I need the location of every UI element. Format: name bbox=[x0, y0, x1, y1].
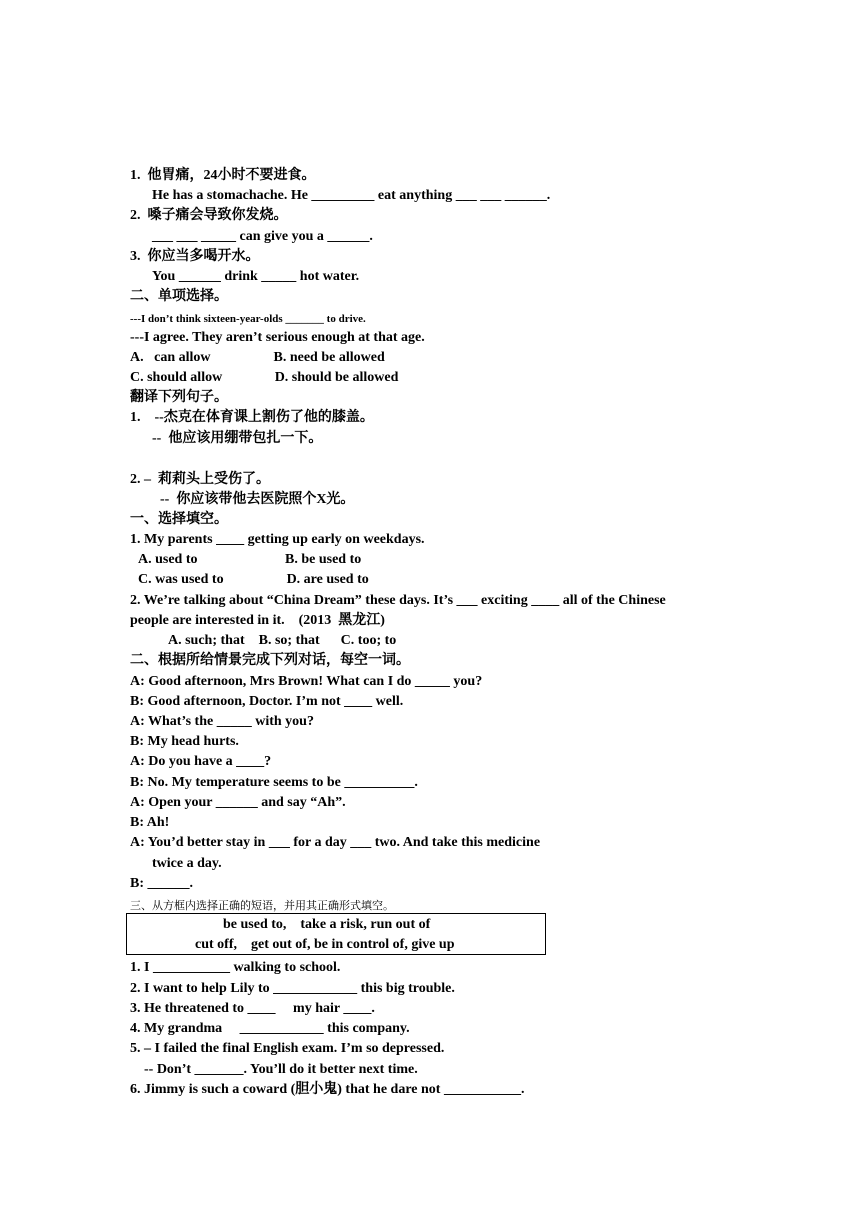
phrase-fill-3: 3. He threatened to ____ my hair ____. bbox=[130, 1001, 375, 1016]
phrase-fill-6: 6. Jimmy is such a coward (胆小鬼) that he dare not ___________. bbox=[130, 1082, 525, 1097]
fill-choice-1-options-cd: C. was used to D. are used to bbox=[138, 572, 369, 587]
phrase-box-row-1: be used to, take a risk, run out of bbox=[223, 917, 431, 932]
section-dialogue-heading: 二、根据所给情景完成下列对话，每空一词。 bbox=[130, 653, 410, 668]
fill-choice-2-options: A. such; that B. so; that C. too; to bbox=[168, 633, 397, 648]
dialogue-line-5: A: Do you have a ____? bbox=[130, 754, 272, 769]
fill-choice-1-options-ab: A. used to B. be used to bbox=[138, 552, 362, 567]
dialogue-line-8: B: Ah! bbox=[130, 815, 170, 830]
translation-1-line-1: 1. --杰克在体育课上割伤了他的膝盖。 bbox=[130, 410, 374, 425]
phrase-box-row-2: cut off, get out of, be in control of, give up bbox=[195, 937, 455, 952]
phrase-fill-1: 1. I ___________ walking to school. bbox=[130, 960, 341, 975]
phrase-box bbox=[126, 913, 546, 955]
question-3-english: You ______ drink _____ hot water. bbox=[152, 269, 360, 284]
dialogue-line-6: B: No. My temperature seems to be __________. bbox=[130, 775, 418, 790]
single-choice-options-cd: C. should allow D. should be allowed bbox=[130, 370, 399, 385]
question-1-chinese: 1. 他胃痛，24小时不要进食。 bbox=[130, 168, 316, 183]
question-2-chinese: 2. 嗓子痛会导致你发烧。 bbox=[130, 208, 288, 223]
section-fill-choice-heading: 一、选择填空。 bbox=[130, 512, 228, 527]
question-3-chinese: 3. 你应当多喝开水。 bbox=[130, 249, 260, 264]
dialogue-line-1: A: Good afternoon, Mrs Brown! What can I do _____ you? bbox=[130, 674, 483, 689]
phrase-fill-5-line-1: 5. – I failed the final English exam. I’m so depressed. bbox=[130, 1041, 445, 1056]
dialogue-line-9: A: You’d better stay in ___ for a day ___ two. And take this medicine bbox=[130, 835, 541, 850]
question-1-english: He has a stomachache. He _________ eat anything ___ ___ ______. bbox=[152, 188, 551, 203]
section-phrase-fill-heading: 三、从方框内选择正确的短语，并用其正确形式填空。 bbox=[130, 900, 394, 912]
phrase-fill-5-line-2: -- Don’t _______. You’ll do it better next time. bbox=[144, 1062, 418, 1077]
fill-choice-2-line-2: people are interested in it. (2013 黑龙江) bbox=[130, 613, 385, 628]
single-choice-response: ---I agree. They aren’t serious enough at that age. bbox=[130, 330, 425, 345]
dialogue-line-2: B: Good afternoon, Doctor. I’m not ____ well. bbox=[130, 694, 404, 709]
dialogue-line-7: A: Open your ______ and say “Ah”. bbox=[130, 795, 346, 810]
dialogue-line-9-continued: twice a day. bbox=[152, 856, 222, 871]
fill-choice-2-line-1: 2. We’re talking about “China Dream” these days. It’s ___ exciting ____ all of the Chinese bbox=[130, 593, 666, 608]
fill-choice-1: 1. My parents ____ getting up early on weekdays. bbox=[130, 532, 425, 547]
phrase-fill-4: 4. My grandma ____________ this company. bbox=[130, 1021, 410, 1036]
phrase-fill-2: 2. I want to help Lily to ____________ this big trouble. bbox=[130, 981, 455, 996]
section-translation-heading: 翻译下列句子。 bbox=[130, 390, 228, 405]
dialogue-line-10: B: ______. bbox=[130, 876, 193, 891]
dialogue-line-4: B: My head hurts. bbox=[130, 734, 239, 749]
section-single-choice-heading: 二、单项选择。 bbox=[130, 289, 228, 304]
single-choice-question: ---I don’t think sixteen-year-olds _______ to drive. bbox=[130, 313, 366, 325]
translation-2-line-2: -- 你应该带他去医院照个X光。 bbox=[160, 492, 355, 507]
phrase-box-underline bbox=[130, 954, 538, 955]
dialogue-line-3: A: What’s the _____ with you? bbox=[130, 714, 314, 729]
translation-2-line-1: 2. – 莉莉头上受伤了。 bbox=[130, 472, 270, 487]
single-choice-options-ab: A. can allow B. need be allowed bbox=[130, 350, 385, 365]
question-2-english: ___ ___ _____ can give you a ______. bbox=[152, 229, 373, 244]
translation-1-line-2: -- 他应该用绷带包扎一下。 bbox=[152, 431, 323, 446]
